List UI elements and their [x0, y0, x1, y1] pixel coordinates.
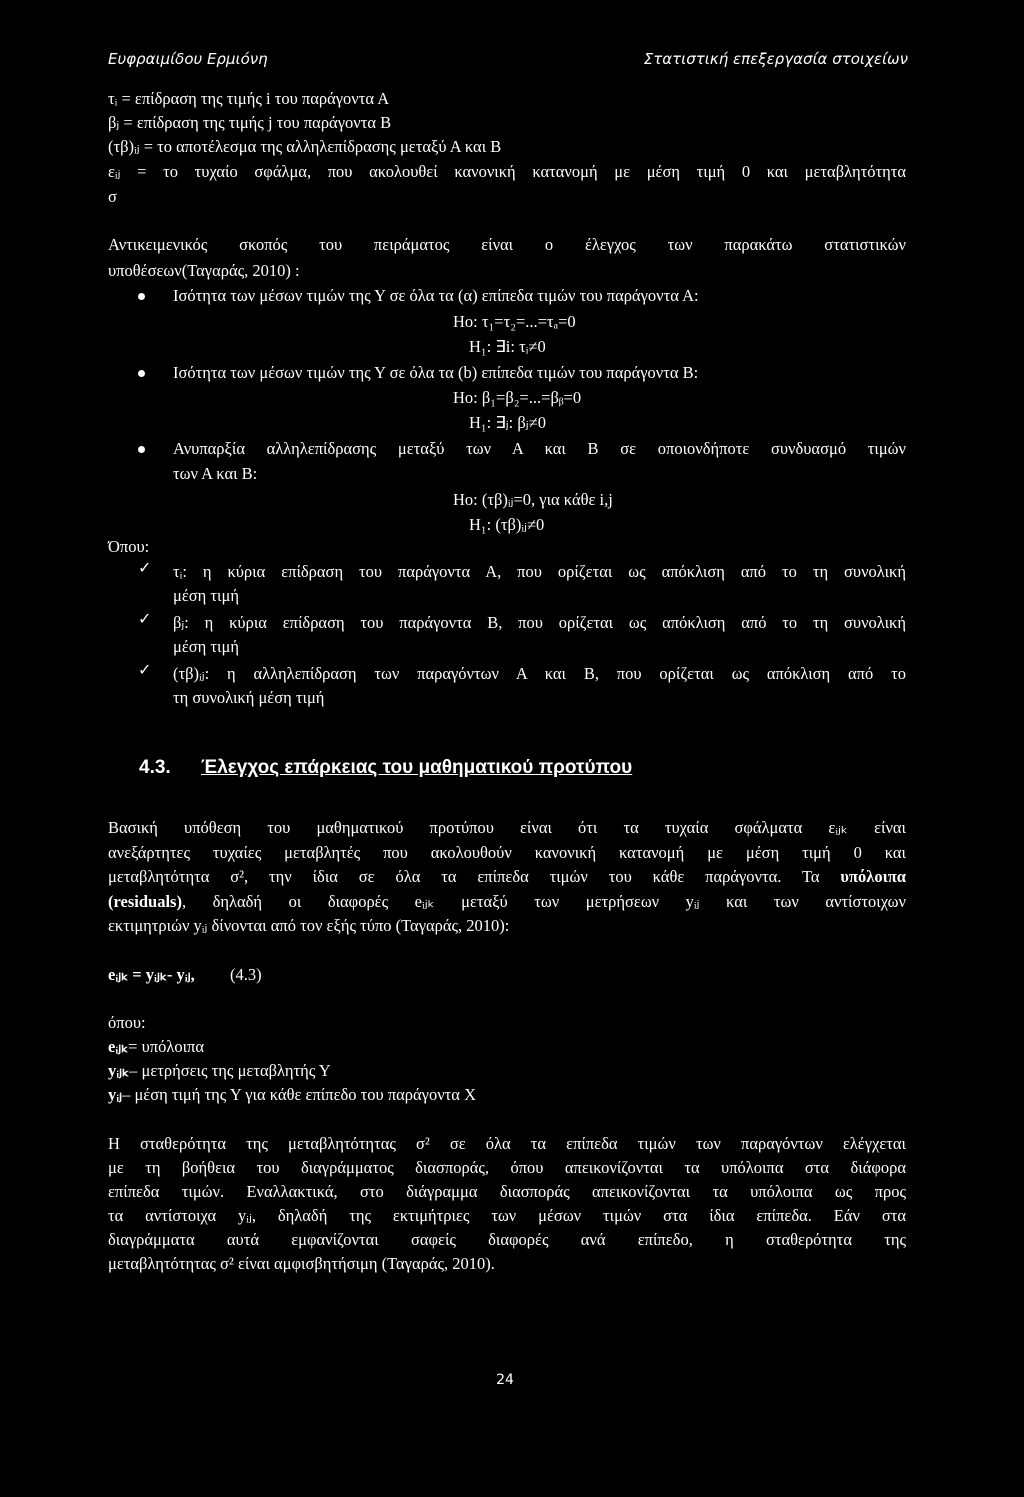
hypothesis-a-h1: H₁: ∃i: τᵢ≠0 — [469, 337, 546, 356]
definition-interaction: (τβ)ᵢⱼ = το αποτέλεσμα της αλληλεπίδρασης μεταξύ Α και Β — [108, 137, 502, 156]
where-item-2-line-1: βⱼ: η κύρια επίδραση του παράγοντα Β, που ορίζεται ως απόκλιση από το τη συνολική — [173, 613, 906, 632]
legend-description: – μέση τιμή της Υ για κάθε επίπεδο του παράγοντα Χ — [122, 1085, 476, 1104]
checkmark-icon: ✓ — [138, 558, 152, 577]
hypothesis-ab-text-2: των Α και Β: — [173, 464, 258, 483]
definition-error: εᵢⱼ = το τυχαίο σφάλμα, που ακολουθεί κανονική κατανομή με μέση τιμή 0 και μεταβλητότητα — [108, 162, 906, 181]
legend-item — [108, 1060, 331, 1081]
hypothesis-ab-text: Ανυπαρξία αλληλεπίδρασης μεταξύ των Α και Β σε οποιονδήποτε συνδυασμό τιμών — [173, 439, 906, 458]
header-title: Στατιστική επεξεργασία στοιχείων — [643, 50, 908, 68]
hypothesis-b-h0: Ho: β₁=β₂=...=βᵦ=0 — [453, 388, 582, 407]
header-author: Ευφραιμίδου Ερμιόνη — [108, 50, 268, 68]
legend-description: – μετρήσεις της μεταβλητής Υ — [129, 1061, 331, 1080]
legend-description: = υπόλοιπα — [128, 1037, 205, 1056]
section-title: Έλεγχος επάρκειας του μαθηματικού προτύπου — [201, 757, 633, 778]
where-item-2-line-2: μέση τιμή — [173, 637, 239, 656]
page-number: 24 — [496, 1372, 514, 1388]
legend-symbol: eᵢⱼₖ — [108, 1037, 129, 1056]
para2-line-2: με τη βοήθεια του διαγράμματος διασποράς, όπου απεικονίζονται τα υπόλοιπα στα διάφορα — [108, 1158, 906, 1177]
para2-line-3: επίπεδα τιμών. Εναλλακτικά, στο διάγραμμα διασποράς απεικονίζονται τα υπόλοιπα ως προς — [108, 1182, 906, 1201]
hypothesis-b-text: Ισότητα των μέσων τιμών της Υ σε όλα τα (b) επίπεδα τιμών του παράγοντα Β: — [173, 363, 699, 382]
definition-beta: βⱼ = επίδραση της τιμής j του παράγοντα Β — [108, 113, 392, 132]
where-item-1-line-2: μέση τιμή — [173, 586, 239, 605]
formula-number: (4.3) — [230, 965, 262, 984]
definition-tau: τᵢ = επίδραση της τιμής i του παράγοντα Α — [108, 89, 390, 108]
formula-expression: eᵢⱼₖ = yᵢⱼₖ- yᵢⱼ, — [108, 965, 195, 984]
section-number: 4.3. — [139, 757, 171, 778]
para1-line-2: ανεξάρτητες τυχαίες μεταβλητές που ακολουθούν κανονική κατανομή με μέση τιμή 0 και — [108, 843, 906, 862]
hypothesis-b-h1: H₁: ∃ⱼ: βⱼ≠0 — [469, 413, 546, 432]
para2-line-4: τα αντίστοιχα yᵢⱼ, δηλαδή της εκτιμήτριες των μέσων τιμών στα ίδια επίπεδα. Εάν στα — [108, 1206, 906, 1225]
definition-sigma: σ — [108, 187, 117, 206]
para2-line-6: μεταβλητότητας σ² είναι αμφισβητήσιμη (Ταγαράς, 2010). — [108, 1254, 495, 1273]
where-item-3-line-1: (τβ)ᵢⱼ: η αλληλεπίδραση των παραγόντων Α και Β, που ορίζεται ως απόκλιση από το — [173, 664, 906, 683]
para1-line-5: εκτιμητριών yᵢⱼ δίνονται από τον εξής τύπο (Ταγαράς, 2010): — [108, 916, 510, 935]
legend-symbol: yᵢⱼ — [108, 1085, 123, 1104]
bullet-icon — [138, 370, 145, 377]
para1-line-1: Βασική υπόθεση του μαθηματικού προτύπου είναι ότι τα τυχαία σφάλματα εᵢⱼₖ είναι — [108, 818, 906, 837]
opou-label: όπου: — [108, 1013, 146, 1032]
where-item-3-line-2: τη συνολική μέση τιμή — [173, 688, 325, 707]
legend-item — [108, 1036, 204, 1057]
bullet-icon — [138, 293, 145, 300]
hypothesis-a-h0: Ho: τ₁=τ₂=...=τₐ=0 — [453, 312, 576, 331]
checkmark-icon: ✓ — [138, 609, 152, 628]
intro-line-1: Αντικειμενικός σκοπός του πειράματος είναι ο έλεγχος των παρακάτω στατιστικών — [108, 235, 906, 254]
where-label: Όπου: — [108, 537, 150, 556]
para1-line-3: μεταβλητότητα σ², την ίδια σε όλα τα επίπεδα τιμών του κάθε παράγοντα. Τα υπόλοιπα — [108, 867, 906, 886]
para2-line-1: Η σταθερότητα της μεταβλητότητας σ² σε όλα τα επίπεδα τιμών των παραγόντων ελέγχεται — [108, 1134, 906, 1153]
where-item-1-line-1: τᵢ: η κύρια επίδραση του παράγοντα Α, που ορίζεται ως απόκλιση από το τη συνολική — [173, 562, 906, 581]
hypothesis-ab-h0: Ho: (τβ)ᵢⱼ=0, για κάθε i,j — [453, 490, 613, 509]
checkmark-icon: ✓ — [138, 660, 152, 679]
bullet-icon — [138, 446, 145, 453]
para1-line-4: (residuals), δηλαδή οι διαφορές eᵢⱼₖ μεταξύ των μετρήσεων yᵢⱼ και των αντίστοιχων — [108, 892, 906, 911]
para2-line-5: διαγράμματα αυτά εμφανίζονται σαφείς διαφορές ανά επίπεδο, η σταθερότητα της — [108, 1230, 906, 1249]
legend-item — [108, 1084, 476, 1105]
hypothesis-a-text: Ισότητα των μέσων τιμών της Υ σε όλα τα (α) επίπεδα τιμών του παράγοντα Α: — [173, 286, 699, 305]
legend-symbol: yᵢⱼₖ — [108, 1061, 130, 1080]
hypothesis-ab-h1: H₁: (τβ)ᵢⱼ≠0 — [469, 515, 545, 534]
intro-line-2: υποθέσεων(Ταγαράς, 2010) : — [108, 261, 300, 280]
